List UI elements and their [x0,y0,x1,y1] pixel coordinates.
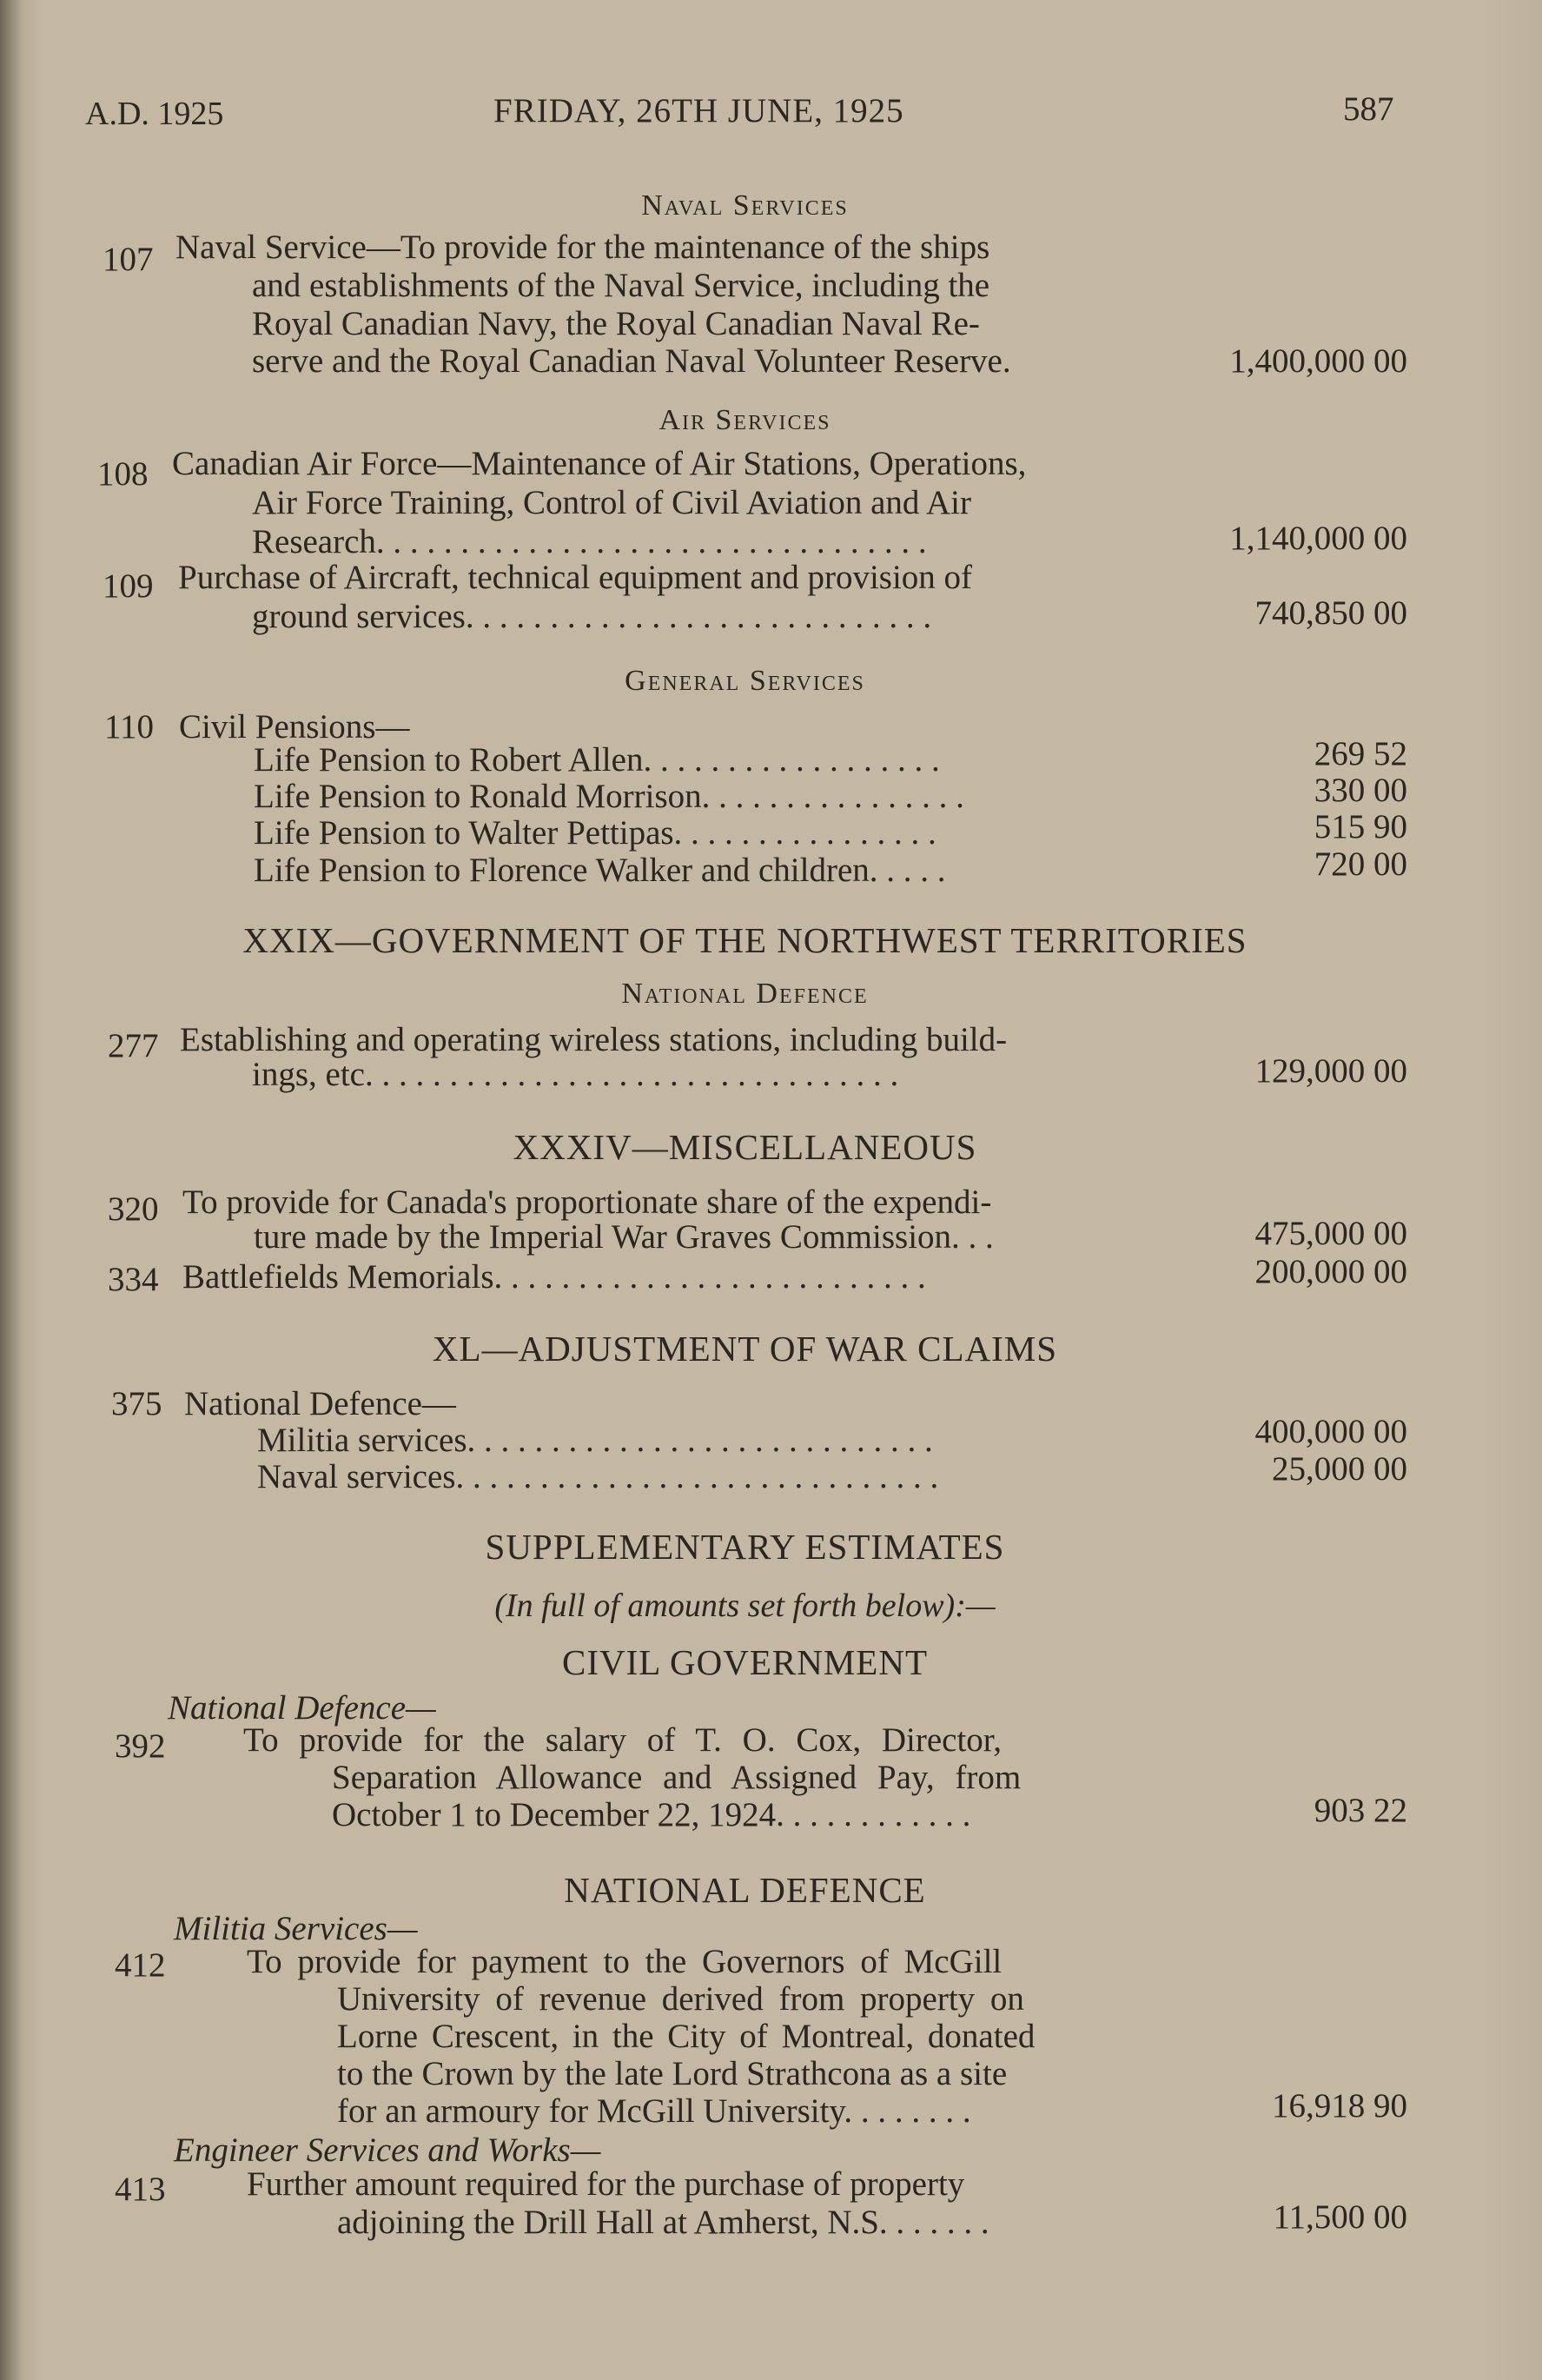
item-number: 109 [103,567,154,605]
item-line: University of revenue derived from property on [337,1980,1024,2018]
header-left: A.D. 1925 [85,96,224,132]
amount: 475,000 00 [1254,1215,1407,1252]
item-number: 110 [104,708,155,746]
item-title: National Defence— [184,1385,456,1422]
subheading-national-defence: National Defence— [168,1689,436,1727]
subheading-national-defence: National Defence [621,978,869,1010]
amount: 740,850 00 [1254,594,1407,632]
item-line: for an armoury for McGill University. . . . . . . . [337,2092,971,2130]
pension-line: Life Pension to Ronald Morrison. . . . . . . . . . . . . . . . [254,778,964,815]
section-heading-national-defence: NATIONAL DEFENCE [564,1870,926,1910]
item-line: To provide for the salary of T. O. Cox, Director, [243,1721,1002,1759]
item-number: 320 [108,1190,159,1228]
item-number: 413 [115,2171,166,2208]
section-heading-nwt: XXIX—GOVERNMENT OF THE NORTHWEST TERRITORIES [242,920,1247,960]
item-line: serve and the Royal Canadian Naval Volunteer Reserve. [252,342,1011,380]
section-heading-naval: Naval Services [641,189,849,222]
item-line: To provide for Canada's proportionate share of the expendi- [182,1183,992,1221]
item-number: 277 [108,1027,159,1064]
item-line: Separation Allowance and Assigned Pay, from [332,1759,1022,1796]
subheading-militia-services: Militia Services— [174,1910,418,1947]
amount: 16,918 90 [1272,2087,1407,2125]
item-line: Militia services. . . . . . . . . . . . . . . . . . . . . . . . . . . . [257,1422,933,1459]
item-title: Civil Pensions— [179,708,410,746]
item-line: adjoining the Drill Hall at Amherst, N.S. . . . . . . [337,2204,989,2241]
item-line: October 1 to December 22, 1924. . . . . . . . . . . . [332,1796,971,1833]
amount: 720 00 [1314,845,1407,883]
item-line: Lorne Crescent, in the City of Montreal, donated [337,2018,1036,2055]
item-number: 334 [108,1261,159,1298]
item-line: to the Crown by the late Lord Strathcona as a site [337,2055,1008,2092]
item-number: 108 [97,455,149,493]
item-line: Battlefields Memorials. . . . . . . . . . . . . . . . . . . . . . . . . . [182,1258,926,1296]
item-number: 107 [103,241,154,278]
item-line: Air Force Training, Control of Civil Aviation and Air [252,484,972,521]
item-line: ings, etc. . . . . . . . . . . . . . . . . . . . . . . . . . . . . . . . [252,1056,899,1093]
amount: 330 00 [1314,772,1407,809]
pension-line: Life Pension to Florence Walker and children. . . . . [254,852,946,889]
amount: 200,000 00 [1254,1253,1407,1290]
amount: 515 90 [1314,808,1407,845]
item-line: Purchase of Aircraft, technical equipment and provision of [178,559,973,596]
item-number: 412 [115,1946,166,1984]
section-heading-air: Air Services [658,404,831,436]
item-line: Further amount required for the purchase of property [247,2165,965,2203]
subheading-engineer-services: Engineer Services and Works— [174,2131,601,2169]
item-line: ture made by the Imperial War Graves Commission. . . [254,1218,994,1256]
amount: 129,000 00 [1254,1052,1407,1090]
item-line: Naval services. . . . . . . . . . . . . . . . . . . . . . . . . . . . . [257,1458,939,1495]
page-number: 587 [1343,90,1394,128]
item-number: 392 [115,1727,166,1765]
amount: 25,000 00 [1272,1450,1407,1488]
supplementary-note: (In full of amounts set forth below):— [494,1588,996,1624]
item-line: ground services. . . . . . . . . . . . . . . . . . . . . . . . . . . . [252,598,932,635]
item-line: To provide for payment to the Governors of McGill [247,1943,1003,1980]
amount: 1,140,000 00 [1229,520,1407,557]
amount: 269 52 [1314,735,1407,772]
amount: 11,500 00 [1273,2198,1407,2236]
amount: 903 22 [1314,1792,1407,1829]
amount: 400,000 00 [1254,1413,1407,1450]
section-heading-general: General Services [625,665,865,697]
pension-line: Life Pension to Robert Allen. . . . . . . . . . . . . . . . . . [254,741,940,779]
amount: 1,400,000 00 [1229,342,1407,380]
section-heading-misc: XXXIV—MISCELLANEOUS [513,1127,977,1167]
item-line: Royal Canadian Navy, the Royal Canadian Naval Re- [252,305,980,342]
item-line: Establishing and operating wireless stations, including build- [180,1021,1008,1058]
header-date: FRIDAY, 26TH JUNE, 1925 [493,92,904,129]
item-line: Naval Service—To provide for the maintenance of the ships [175,229,990,266]
section-heading-war-claims: XL—ADJUSTMENT OF WAR CLAIMS [432,1329,1058,1369]
item-line: Canadian Air Force—Maintenance of Air Stations, Operations, [172,445,1027,482]
item-line: Research. . . . . . . . . . . . . . . . . . . . . . . . . . . . . . . . . [252,523,927,560]
item-number: 375 [111,1385,162,1422]
item-line: and establishments of the Naval Service, including the [252,267,990,304]
pension-line: Life Pension to Walter Pettipas. . . . . . . . . . . . . . . . [254,814,936,852]
section-heading-supplementary: SUPPLEMENTARY ESTIMATES [485,1527,1005,1567]
section-heading-civil-government: CIVIL GOVERNMENT [561,1642,928,1682]
